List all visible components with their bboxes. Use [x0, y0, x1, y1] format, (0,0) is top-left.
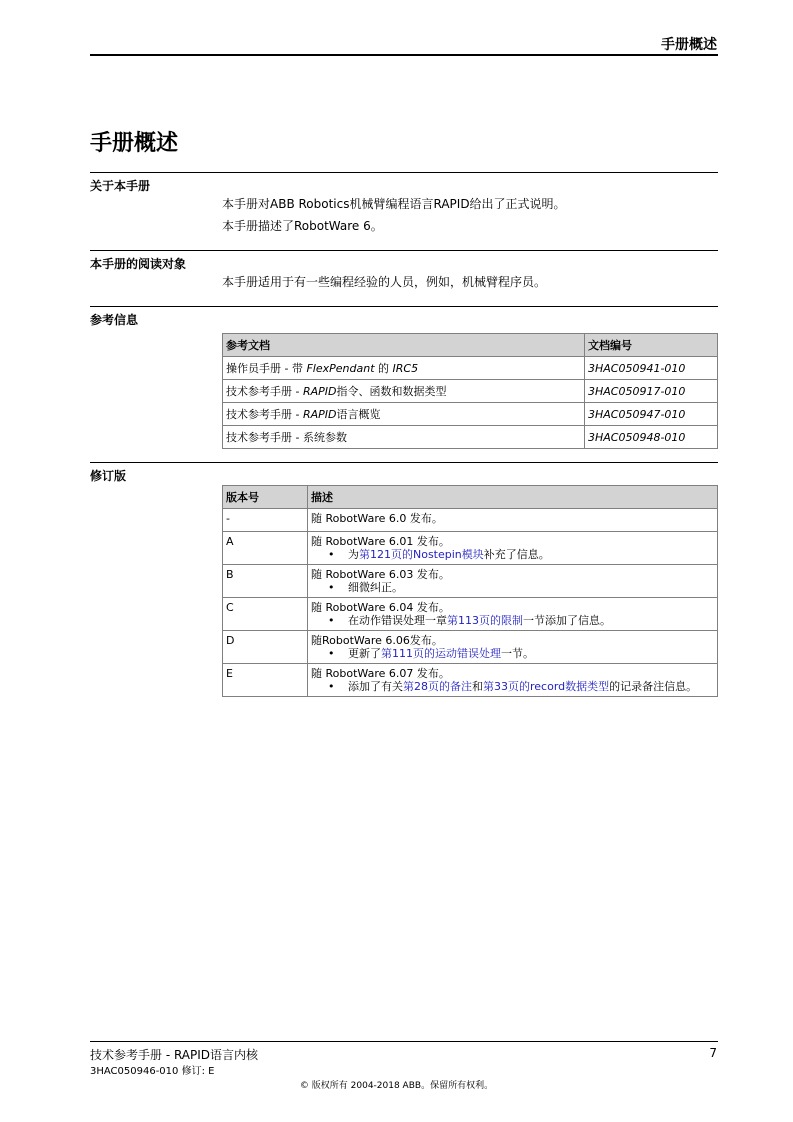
table-row [223, 357, 718, 380]
footer-doc-id: 3HAC050946-010 修订: E [90, 1066, 215, 1077]
table-row [223, 380, 718, 403]
revision-table [222, 485, 718, 697]
rev-desc-cell: 随 RobotWare 6.01 发布。 • 为第121页的Nostepin模块补充了信息。 [308, 532, 718, 565]
bullet-item: • 为第121页的Nostepin模块补充了信息。 [328, 548, 550, 561]
section-label-revisions: 修订版 [90, 469, 127, 483]
rev-desc-cell: 随 RobotWare 6.04 发布。 • 在动作错误处理一章第113页的限制一节添加了信息。 [308, 598, 718, 631]
about-text [222, 193, 566, 237]
ref-header-doc: 参考文档 [223, 334, 585, 357]
table-row [223, 532, 718, 565]
ref-doc-cell: 技术参考手册 - RAPID指令、函数和数据类型 [223, 380, 585, 403]
table-row [223, 664, 718, 697]
ref-doc-cell: 技术参考手册 - RAPID语言概览 [223, 403, 585, 426]
ref-header-num: 文档编号 [585, 334, 718, 357]
about-line-1: 本手册对ABB Robotics机械臂编程语言RAPID给出了正式说明。 [222, 197, 566, 211]
rev-header-desc: 描述 [308, 486, 718, 509]
ref-num-cell: 3HAC050948-010 [585, 426, 718, 449]
section-label-references: 参考信息 [90, 313, 139, 327]
section-divider [90, 306, 718, 307]
table-row [223, 598, 718, 631]
footer-doc-title: 技术参考手册 - RAPID语言内核 [90, 1048, 259, 1062]
rev-header-version: 版本号 [223, 486, 308, 509]
cross-reference-link[interactable]: 第28页的备注 [403, 680, 472, 693]
section-label-about: 关于本手册 [90, 179, 151, 193]
rev-version-cell: B [223, 565, 308, 598]
rev-version-cell: C [223, 598, 308, 631]
section-divider [90, 462, 718, 463]
page-title: 手册概述 [90, 131, 179, 156]
table-row [223, 426, 718, 449]
ref-num-cell: 3HAC050941-010 [585, 357, 718, 380]
footer-rule [90, 1041, 718, 1042]
bullet-item: • 添加了有关第28页的备注和第33页的record数据类型的记录备注信息。 [328, 680, 698, 693]
audience-text: 本手册适用于有一些编程经验的人员，例如，机械臂程序员。 [222, 275, 547, 289]
rev-desc-cell: 随 RobotWare 6.07 发布。 • 添加了有关第28页的备注和第33页的record数据类型的记录备注信息。 [308, 664, 718, 697]
ref-doc-cell: 技术参考手册 - 系统参数 [223, 426, 585, 449]
section-divider [90, 172, 718, 173]
rev-desc-cell: 随 RobotWare 6.03 发布。 • 细微纠正。 [308, 565, 718, 598]
rev-version-cell: A [223, 532, 308, 565]
cross-reference-link[interactable]: 第121页的Nostepin模块 [359, 548, 484, 561]
reference-table [222, 333, 718, 449]
copyright-notice: © 版权所有 2004-2018 ABB。保留所有权利。 [299, 1081, 494, 1091]
bullet-item: • 细微纠正。 [328, 581, 403, 594]
header-rule [90, 54, 718, 56]
cross-reference-link[interactable]: 第111页的运动错误处理 [381, 647, 501, 660]
ref-num-cell: 3HAC050917-010 [585, 380, 718, 403]
table-row [223, 565, 718, 598]
running-header-title: 手册概述 [661, 37, 717, 53]
table-row [223, 631, 718, 664]
rev-version-cell: D [223, 631, 308, 664]
rev-desc-cell: 随RobotWare 6.06发布。 • 更新了第111页的运动错误处理一节。 [308, 631, 718, 664]
rev-version-cell: - [223, 509, 308, 532]
cross-reference-link[interactable]: 第33页的record数据类型 [483, 680, 610, 693]
page-number: 7 [709, 1046, 717, 1060]
about-line-2: 本手册描述了RobotWare 6。 [222, 219, 383, 233]
table-row [223, 403, 718, 426]
section-divider [90, 250, 718, 251]
bullet-item: • 更新了第111页的运动错误处理一节。 [328, 647, 534, 660]
bullet-item: • 在动作错误处理一章第113页的限制一节添加了信息。 [328, 614, 611, 627]
ref-num-cell: 3HAC050947-010 [585, 403, 718, 426]
table-row [223, 509, 718, 532]
section-label-audience: 本手册的阅读对象 [90, 257, 187, 271]
cross-reference-link[interactable]: 第113页的限制 [447, 614, 523, 627]
rev-version-cell: E [223, 664, 308, 697]
ref-doc-cell: 操作员手册 - 带 FlexPendant 的 IRC5 [223, 357, 585, 380]
rev-desc-cell: 随 RobotWare 6.0 发布。 [308, 509, 718, 532]
